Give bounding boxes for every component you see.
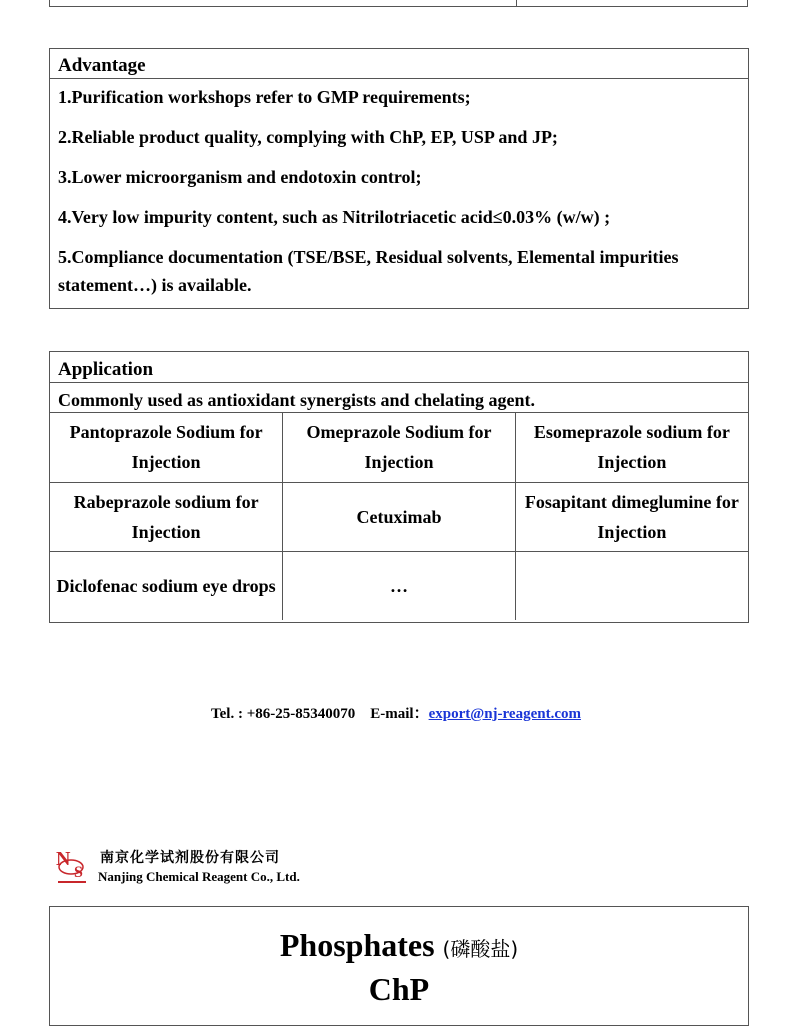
table-cell: Esomeprazole sodium for Injection (515, 413, 748, 482)
company-name-cn: 南京化学试剂股份有限公司 (100, 850, 280, 866)
product-title-cn: (磷酸盐) (442, 937, 519, 961)
table-row (50, 482, 748, 551)
email-link[interactable]: export@nj-reagent.com (428, 706, 581, 722)
advantage-item: 5.Compliance documentation (TSE/BSE, Residual solvents, Elemental impurities statement…) is available. (58, 247, 679, 295)
nj-reagent-logo-icon (55, 845, 91, 887)
application-heading: Application (50, 352, 748, 383)
table-cell: Omeprazole Sodium for Injection (283, 413, 516, 482)
previous-table-bottom (49, 0, 748, 7)
company-name-en: Nanjing Chemical Reagent Co., Ltd. (98, 869, 300, 884)
product-standard: ChP (368, 971, 430, 1007)
table-cell: Cetuximab (283, 482, 516, 551)
table-cell: Diclofenac sodium eye drops (50, 551, 283, 620)
svg-text:S: S (74, 864, 83, 881)
advantage-item: 1.Purification workshops refer to GMP requirements; (58, 87, 471, 107)
advantage-item: 4.Very low impurity content, such as Nitrilotriacetic acid≤0.03% (w/w) ; (58, 207, 611, 227)
table-cell: Pantoprazole Sodium for Injection (50, 413, 283, 482)
table-cell: … (283, 551, 516, 620)
table-row (50, 551, 748, 620)
table-cell: Rabeprazole sodium for Injection (50, 482, 283, 551)
advantage-section (49, 48, 749, 309)
product-header (49, 906, 749, 1026)
table-divider (516, 0, 517, 6)
table-cell: Fosapitant dimeglumine for Injection (515, 482, 748, 551)
advantage-item: 3.Lower microorganism and endotoxin control; (58, 167, 422, 187)
table-cell (515, 551, 748, 620)
svg-text:N: N (56, 848, 71, 870)
advantage-item: 2.Reliable product quality, complying with ChP, EP, USP and JP; (58, 127, 558, 147)
contact-line (0, 702, 792, 723)
product-title (50, 927, 748, 967)
application-section (49, 351, 749, 623)
advantage-heading: Advantage (50, 49, 748, 79)
application-table (50, 413, 748, 620)
application-description: Commonly used as antioxidant synergists and chelating agent. (50, 383, 748, 413)
tel-label: Tel. : +86-25-85340070 E-mail： (211, 706, 429, 722)
product-title-en: Phosphates (279, 927, 435, 963)
table-row (50, 413, 748, 482)
